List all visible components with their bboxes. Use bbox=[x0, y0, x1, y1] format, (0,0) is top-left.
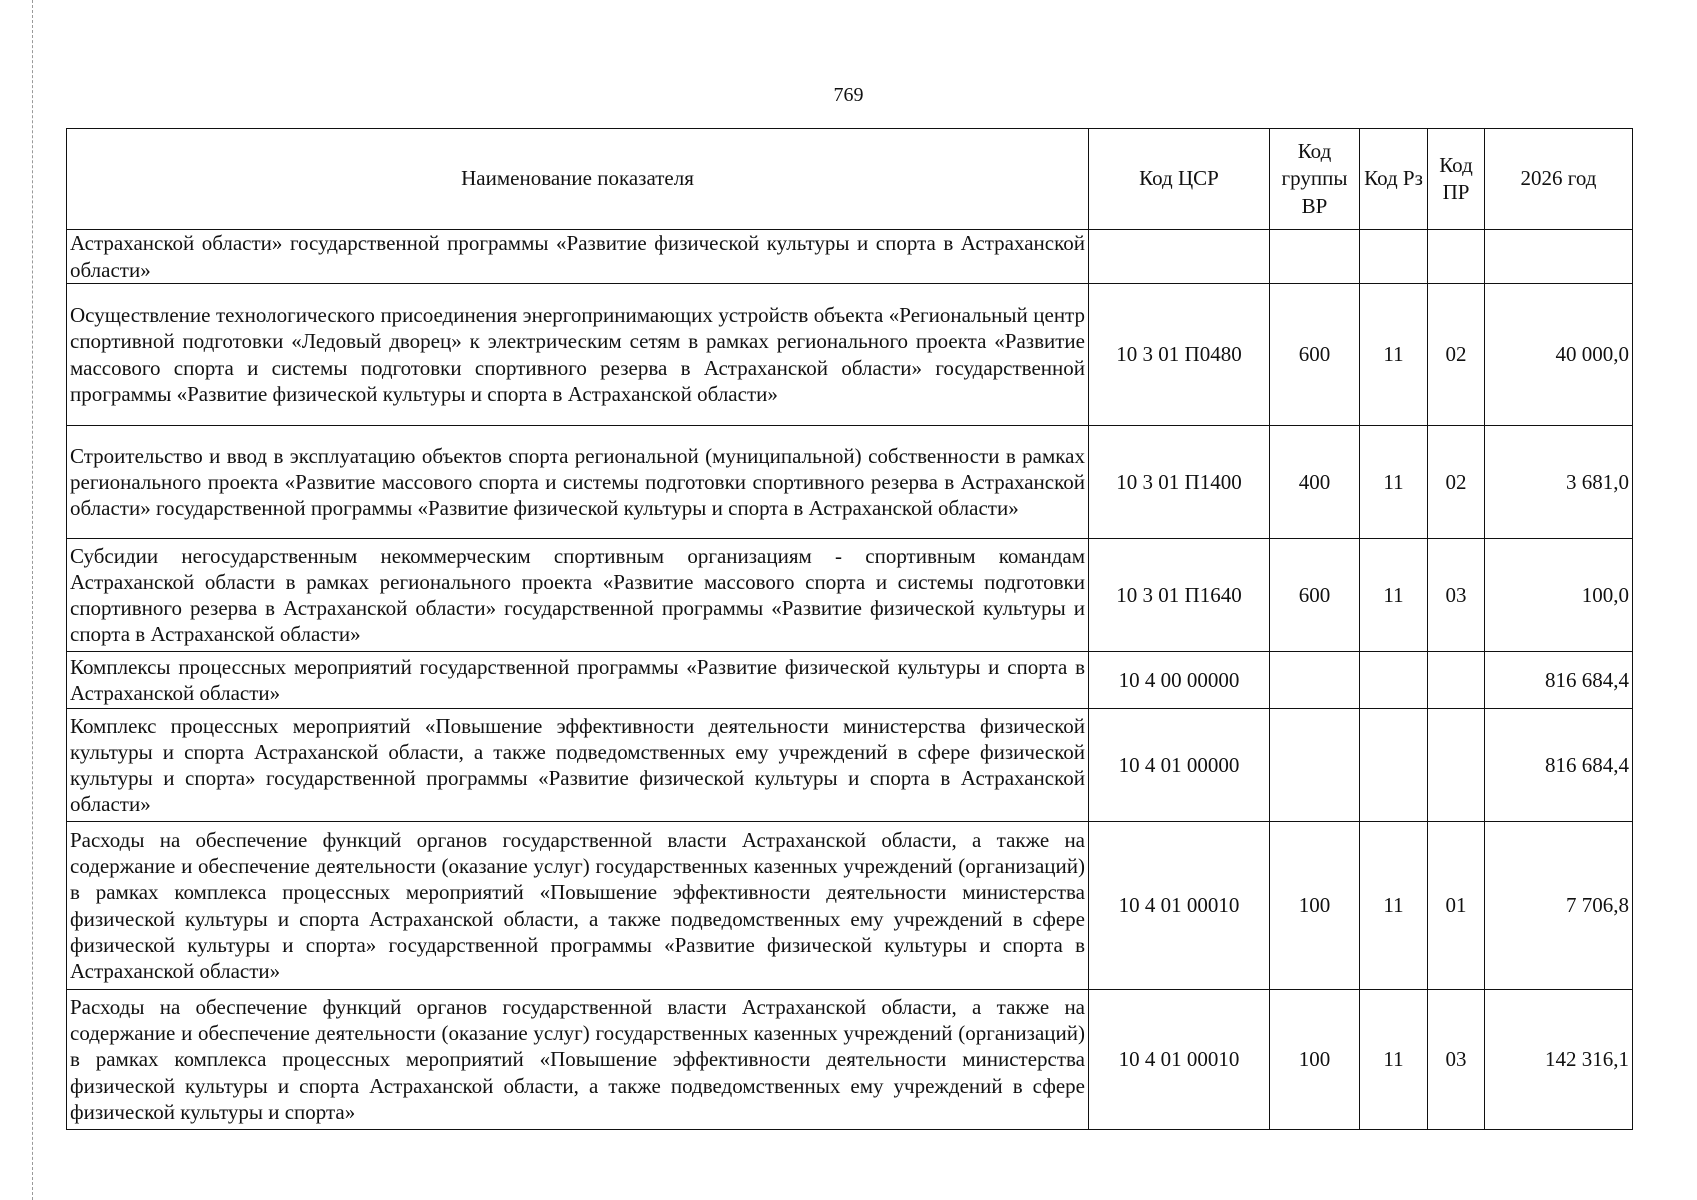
table-row bbox=[67, 284, 1633, 426]
table-row bbox=[67, 230, 1633, 284]
row-name: Расходы на обеспечение функций органов государственной власти Астраханской области, а также на содержание и обеспечение деятельности (оказание услуг) государственных казенных учреждений (организаций) в рамках комплекса процессных мероприятий «Повышение эффективности деятельности министерства физической культуры и спорта Астраханской области, а также подведомственных ему учреждений в сфере физической культуры и спорта» bbox=[67, 990, 1089, 1130]
row-name: Астраханской области» государственной программы «Развитие физической культуры и спорта в Астраханской области» bbox=[67, 230, 1089, 284]
row-csr: 10 3 01 П1400 bbox=[1089, 426, 1270, 539]
table-row bbox=[67, 539, 1633, 652]
row-amount bbox=[1485, 230, 1633, 284]
header-vr: Код группы ВР bbox=[1270, 129, 1360, 230]
row-pr bbox=[1428, 709, 1485, 822]
row-name: Осуществление технологического присоединения энергопринимающих устройств объекта «Региональный центр спортивной подготовки «Ледовый дворец» к электрическим сетям в рамках регионального проекта «Развитие массового спорта и системы подготовки спортивного резерва в Астраханской области» государственной программы «Развитие физической культуры и спорта в Астраханской области» bbox=[67, 284, 1089, 426]
row-pr bbox=[1428, 652, 1485, 709]
row-csr: 10 4 00 00000 bbox=[1089, 652, 1270, 709]
row-amount: 3 681,0 bbox=[1485, 426, 1633, 539]
table-row bbox=[67, 652, 1633, 709]
row-name: Расходы на обеспечение функций органов государственной власти Астраханской области, а также на содержание и обеспечение деятельности (оказание услуг) государственных казенных учреждений (организаций) в рамках комплекса процессных мероприятий «Повышение эффективности деятельности министерства физической культуры и спорта Астраханской области, а также подведомственных ему учреждений в сфере физической культуры и спорта» государственной программы «Развитие физической культуры и спорта в Астраханской области» bbox=[67, 822, 1089, 990]
row-csr bbox=[1089, 230, 1270, 284]
row-amount: 816 684,4 bbox=[1485, 652, 1633, 709]
header-rz: Код Рз bbox=[1360, 129, 1428, 230]
row-amount: 816 684,4 bbox=[1485, 709, 1633, 822]
row-rz: 11 bbox=[1360, 822, 1428, 990]
row-name: Строительство и ввод в эксплуатацию объектов спорта региональной (муниципальной) собственности в рамках регионального проекта «Развитие массового спорта и системы подготовки спортивного резерва в Астраханской области» государственной программы «Развитие физической культуры и спорта в Астраханской области» bbox=[67, 426, 1089, 539]
row-vr: 100 bbox=[1270, 990, 1360, 1130]
row-name: Комплекс процессных мероприятий «Повышение эффективности деятельности министерства физической культуры и спорта Астраханской области, а также подведомственных ему учреждений в сфере физической культуры и спорта» государственной программы «Развитие физической культуры и спорта в Астраханской области» bbox=[67, 709, 1089, 822]
row-pr: 02 bbox=[1428, 284, 1485, 426]
row-pr: 01 bbox=[1428, 822, 1485, 990]
row-vr: 100 bbox=[1270, 822, 1360, 990]
row-rz bbox=[1360, 652, 1428, 709]
table-row bbox=[67, 822, 1633, 990]
row-vr bbox=[1270, 230, 1360, 284]
row-rz bbox=[1360, 709, 1428, 822]
row-amount: 40 000,0 bbox=[1485, 284, 1633, 426]
row-rz: 11 bbox=[1360, 426, 1428, 539]
row-vr bbox=[1270, 652, 1360, 709]
row-csr: 10 4 01 00000 bbox=[1089, 709, 1270, 822]
header-csr: Код ЦСР bbox=[1089, 129, 1270, 230]
table-row bbox=[67, 990, 1633, 1130]
table-row bbox=[67, 426, 1633, 539]
header-pr: Код ПР bbox=[1428, 129, 1485, 230]
table-header-row bbox=[67, 129, 1633, 230]
row-csr: 10 4 01 00010 bbox=[1089, 990, 1270, 1130]
row-rz: 11 bbox=[1360, 539, 1428, 652]
row-csr: 10 3 01 П1640 bbox=[1089, 539, 1270, 652]
header-name: Наименование показателя bbox=[67, 129, 1089, 230]
header-year: 2026 год bbox=[1485, 129, 1633, 230]
row-rz: 11 bbox=[1360, 990, 1428, 1130]
row-rz bbox=[1360, 230, 1428, 284]
row-rz: 11 bbox=[1360, 284, 1428, 426]
row-vr: 600 bbox=[1270, 539, 1360, 652]
row-pr: 03 bbox=[1428, 990, 1485, 1130]
table-row bbox=[67, 709, 1633, 822]
row-name: Комплексы процессных мероприятий государственной программы «Развитие физической культуры и спорта в Астраханской области» bbox=[67, 652, 1089, 709]
page-margin-line bbox=[32, 0, 33, 1200]
row-amount: 100,0 bbox=[1485, 539, 1633, 652]
row-csr: 10 3 01 П0480 bbox=[1089, 284, 1270, 426]
row-csr: 10 4 01 00010 bbox=[1089, 822, 1270, 990]
row-amount: 142 316,1 bbox=[1485, 990, 1633, 1130]
row-pr: 03 bbox=[1428, 539, 1485, 652]
page-number: 769 bbox=[833, 84, 864, 106]
budget-table bbox=[66, 128, 1633, 1130]
row-vr: 400 bbox=[1270, 426, 1360, 539]
row-vr: 600 bbox=[1270, 284, 1360, 426]
row-pr bbox=[1428, 230, 1485, 284]
row-amount: 7 706,8 bbox=[1485, 822, 1633, 990]
row-name: Субсидии негосударственным некоммерческим спортивным организациям - спортивным командам Астраханской области в рамках регионального проекта «Развитие массового спорта и системы подготовки спортивного резерва в Астраханской области» государственной программы «Развитие физической культуры и спорта в Астраханской области» bbox=[67, 539, 1089, 652]
row-vr bbox=[1270, 709, 1360, 822]
row-pr: 02 bbox=[1428, 426, 1485, 539]
